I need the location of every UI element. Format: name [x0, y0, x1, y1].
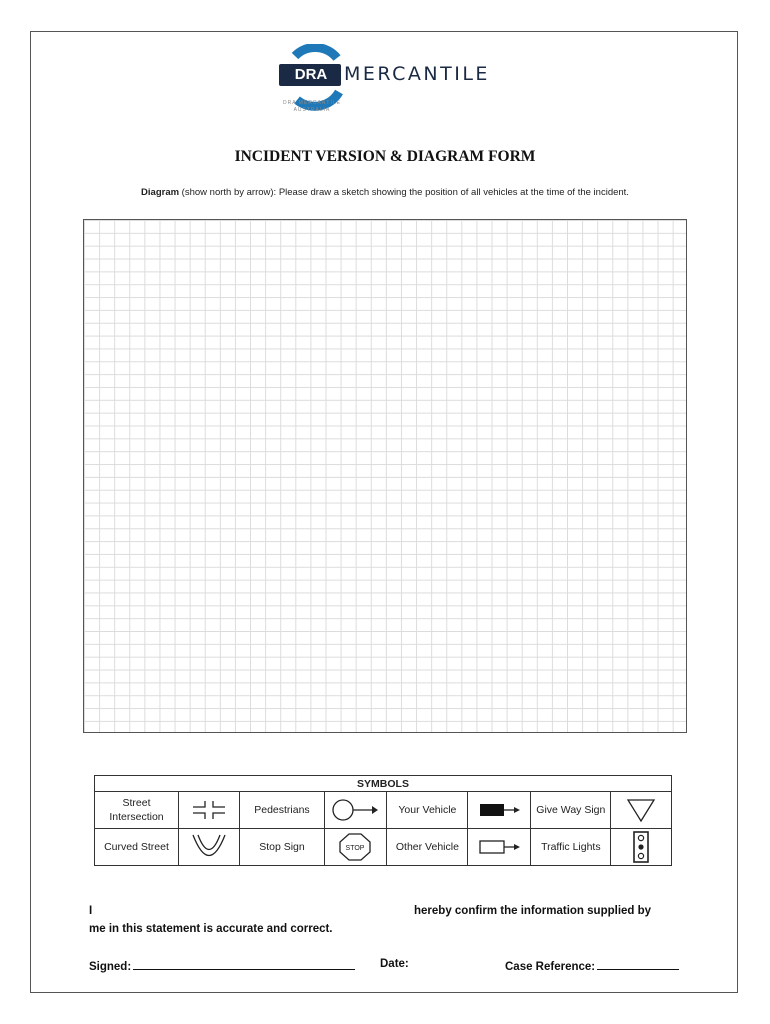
signed-field[interactable]	[89, 958, 355, 973]
confirmation-prefix: I	[89, 905, 93, 917]
traffic-lights-label: Traffic Lights	[531, 829, 611, 866]
signed-label: Signed:	[89, 961, 132, 973]
case-reference-label: Case Reference:	[505, 961, 596, 973]
curved-street-icon	[178, 829, 239, 866]
signed-line[interactable]	[133, 958, 355, 970]
pedestrian-circle-arrow-icon	[324, 792, 387, 829]
give-way-sign-label: Give Way Sign	[531, 792, 611, 829]
confirmation-middle: hereby confirm the information supplied by	[414, 905, 652, 917]
give-way-sign-icon	[611, 792, 672, 829]
instruction-bold: Diagram	[141, 187, 180, 198]
pedestrians-label: Pedestrians	[240, 792, 324, 829]
case-reference-field[interactable]	[505, 958, 679, 973]
confirmation-line2: me in this statement is accurate and correct.	[89, 923, 333, 935]
instruction-text: (show north by arrow): Please draw a sketch showing the position of all vehicles at the time of the incident.	[179, 187, 629, 198]
other-vehicle-label: Other Vehicle	[387, 829, 468, 866]
street-intersection-label: Street Intersection	[95, 792, 179, 829]
case-reference-line[interactable]	[597, 958, 679, 970]
stop-sign-icon	[324, 829, 387, 866]
brand-name: MERCANTILE	[344, 63, 490, 85]
form-title: INCIDENT VERSION & DIAGRAM FORM	[234, 148, 536, 165]
your-vehicle-label: Your Vehicle	[387, 792, 468, 829]
your-vehicle-icon	[468, 792, 531, 829]
logo-badge-text: DRA	[294, 66, 328, 83]
stop-sign-label: Stop Sign	[240, 829, 324, 866]
street-intersection-icon	[178, 792, 239, 829]
other-vehicle-icon	[468, 829, 531, 866]
traffic-lights-icon	[611, 829, 672, 866]
date-label: Date:	[380, 958, 409, 970]
stop-sign-text: STOP	[346, 845, 365, 852]
diagram-drawing-grid[interactable]	[83, 219, 687, 733]
diagram-instruction	[0, 187, 770, 198]
symbols-heading: SYMBOLS	[95, 776, 672, 792]
symbols-legend-table	[94, 775, 672, 866]
curved-street-label: Curved Street	[95, 829, 179, 866]
brand-tagline: DRA MERCANTILE AUSTRALIA	[283, 100, 341, 113]
